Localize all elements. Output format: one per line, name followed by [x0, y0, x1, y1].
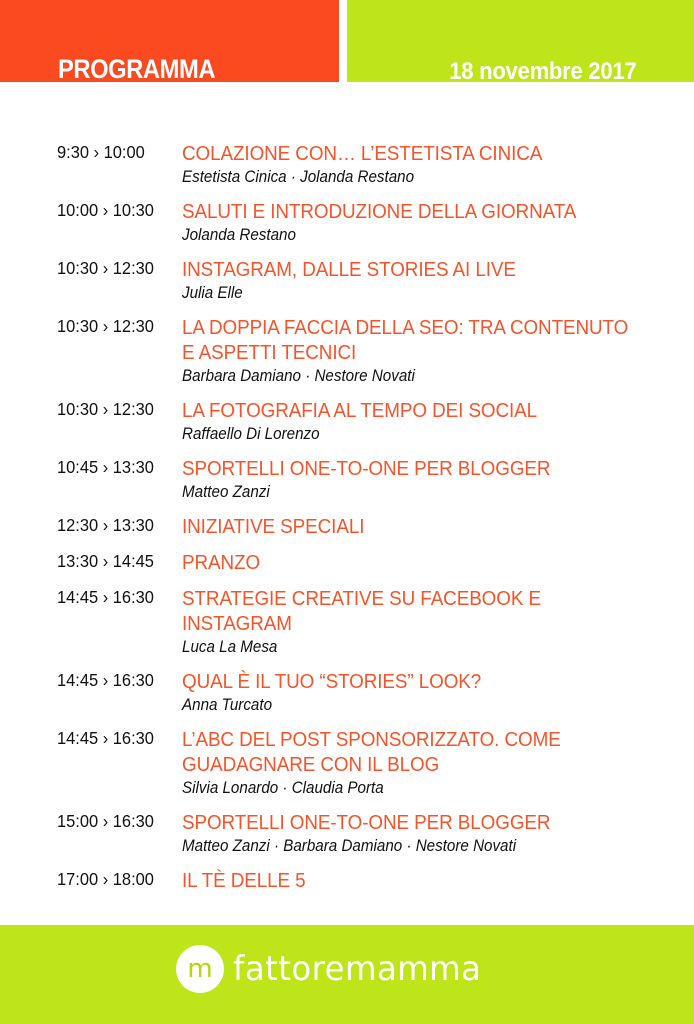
program-item [0, 456, 694, 503]
program-item-speaker: Silvia Lonardo · Claudia Porta [182, 779, 384, 797]
program-item-content [182, 514, 652, 539]
program-item-time: 12:30 › 13:30 [57, 515, 154, 535]
program-item-time: 13:30 › 14:45 [57, 551, 154, 571]
program-item-content [182, 727, 652, 799]
program-item [0, 315, 694, 387]
program-item-title: IL TÈ DELLE 5 [182, 869, 306, 892]
program-item-content [182, 550, 652, 575]
program-item-content [182, 669, 652, 716]
program-item [0, 727, 694, 799]
program-item-content [182, 868, 652, 893]
program-item-speaker: Jolanda Restano [182, 226, 296, 244]
program-item-title: L’ABC DEL POST SPONSORIZZATO. COME GUADAGNARE CON IL BLOG [182, 728, 561, 776]
header-lime-block [347, 0, 694, 85]
program-item-content [182, 456, 652, 503]
program-item-time: 15:00 › 16:30 [57, 811, 154, 831]
page-title: PROGRAMMA [58, 54, 216, 84]
program-list [0, 141, 694, 904]
program-item-speaker: Julia Elle [182, 284, 243, 302]
program-item-title: LA DOPPIA FACCIA DELLA SEO: TRA CONTENUTO E ASPETTI TECNICI [182, 316, 629, 364]
event-date: 18 novembre 2017 [448, 58, 636, 85]
program-item [0, 550, 694, 575]
program-item [0, 514, 694, 539]
program-item [0, 586, 694, 658]
logo-icon [176, 945, 224, 993]
program-item-speaker: Matteo Zanzi [182, 483, 270, 501]
program-item-speaker: Barbara Damiano · Nestore Novati [182, 367, 415, 385]
program-item-title: INIZIATIVE SPECIALI [182, 515, 365, 538]
program-item-time: 10:30 › 12:30 [57, 258, 154, 278]
program-item-content [182, 586, 652, 658]
program-item-content [182, 141, 652, 188]
program-item-speaker: Raffaello Di Lorenzo [182, 425, 320, 443]
program-item-title: LA FOTOGRAFIA AL TEMPO DEI SOCIAL [182, 399, 538, 422]
program-item [0, 868, 694, 893]
program-item-title: SALUTI E INTRODUZIONE DELLA GIORNATA [182, 200, 577, 223]
program-item-title: COLAZIONE CON… L’ESTETISTA CINICA [182, 142, 543, 165]
program-item-title: PRANZO [182, 551, 261, 574]
program-item-content [182, 257, 652, 304]
program-item-time: 10:30 › 12:30 [57, 399, 154, 419]
program-item-time: 10:30 › 12:30 [57, 316, 154, 336]
program-item [0, 810, 694, 857]
program-item-speaker: Luca La Mesa [182, 638, 278, 656]
program-item-time: 14:45 › 16:30 [57, 728, 154, 748]
logo-glyph: m [187, 954, 213, 984]
footer [0, 925, 694, 1024]
program-item-time: 17:00 › 18:00 [57, 869, 154, 889]
program-item-content [182, 199, 652, 246]
program-item [0, 398, 694, 445]
program-item [0, 199, 694, 246]
program-item-time: 10:00 › 10:30 [57, 200, 154, 220]
brand-name: fattoremamma [233, 949, 482, 989]
program-item-content [182, 398, 652, 445]
program-item-title: QUAL È IL TUO “STORIES” LOOK? [182, 670, 482, 693]
program-item-time: 10:45 › 13:30 [57, 457, 154, 477]
program-item-title: SPORTELLI ONE-TO-ONE PER BLOGGER [182, 457, 551, 480]
program-item-time: 14:45 › 16:30 [57, 670, 154, 690]
program-item-time: 14:45 › 16:30 [57, 587, 154, 607]
program-item-content [182, 315, 652, 387]
program-item-content [182, 810, 652, 857]
program-item-speaker: Estetista Cinica · Jolanda Restano [182, 168, 415, 186]
program-item-speaker: Matteo Zanzi · Barbara Damiano · Nestore Novati [182, 837, 517, 855]
program-item-title: SPORTELLI ONE-TO-ONE PER BLOGGER [182, 811, 551, 834]
program-item-speaker: Anna Turcato [182, 696, 273, 714]
program-item [0, 669, 694, 716]
program-item-time: 9:30 › 10:00 [57, 142, 145, 162]
program-item [0, 257, 694, 304]
program-item [0, 141, 694, 188]
program-item-title: STRATEGIE CREATIVE SU FACEBOOK E INSTAGRAM [182, 587, 541, 635]
program-item-title: INSTAGRAM, DALLE STORIES AI LIVE [182, 258, 516, 281]
header [0, 0, 694, 85]
header-orange-block [0, 0, 339, 82]
